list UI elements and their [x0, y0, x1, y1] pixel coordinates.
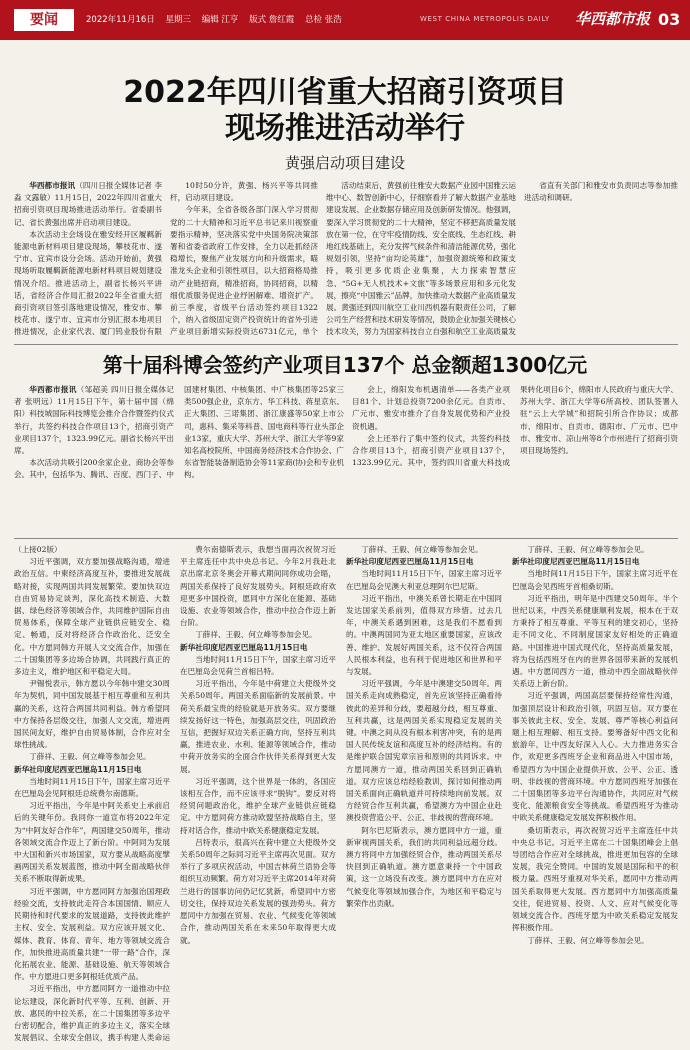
story3-c3-p1: 丁薛祥、王毅、何立峰等参加会见。 — [361, 545, 483, 554]
issue-weekday: 星期三 — [165, 15, 191, 25]
story1-column-3 — [326, 180, 516, 340]
story3-c3-heading: 新华社印度尼西亚巴厘岛11月15日电 — [346, 557, 474, 567]
story3-c2-p5: 习近平强调，这个世界是一体的，各国应该相互合作，而不应该寻求“脱钩”。要反对将经贸问题政治化，维护全球产业链供应链稳定。中方愿同荷方推动欧盟坚持战略自主，坚持对话合作，推动中欧关系健康稳定发展。 — [180, 776, 336, 835]
story1-column-2 — [170, 180, 318, 340]
story1-headline-line2: 现场推进活动举行 — [225, 111, 465, 146]
story3-c2-p6: 吕特表示，很高兴在荷中建立大使级外交关系50周年之际同习近平主席再次见面。双方举行了多项庆祝活动，中国吉林荷兰语协会等组织互动频繁。荷方对习近平主席2014年对荷兰进行的国事访问仍记忆犹新，希望同中方密切交往，保持双边关系发展的强劲势头。荷方愿同中方加强在贸易、农业、气候变化等领域合作，推动两国关系在未来50年取得更大成就。 — [180, 837, 336, 945]
story3-c3-p3: 习近平指出，中澳关系曾长期走在中国同发达国家关系前列，值得双方珍惜。过去几年，中澳关系遇到困难，这是我们不愿看到的。中澳两国同为亚太地区重要国家，应该改善、维护、发展好两国关系，这不仅符合两国人民根本利益，也有利于促进地区和世界和平与发展。 — [346, 593, 502, 677]
story2-paragraph-3: 会上，绵阳发布机遇清单——各类产业项目81个、计划总投资7200余亿元。自贡市、广元市、雅安市推介了自身发展优势和产业投资机遇。 — [352, 385, 510, 431]
page-number: 03 — [658, 10, 681, 29]
story3-c4-p6: 丁薛祥、王毅、何立峰等参加会见。 — [527, 935, 649, 945]
story3-c2-p3: 当地时间11月15日下午，国家主席习近平在巴厘岛会见荷兰首相吕特。 — [180, 654, 336, 677]
issue-date: 2022年11月16日 — [86, 15, 155, 25]
editor-credit: 编辑 江亨 — [201, 15, 239, 25]
story3-c4-p3: 习近平指出，明年是中西建交50周年。半个世纪以来，中西关系健康顺利发展，根本在于双方秉持了相互尊重、平等互利的建交初心，坚持走不同文化、不同制度国家友好相处的正确道路。中国推进中国式现代化，坚持高质量发展，将为包括西班牙在内的世界各国带来新的发展机遇。中方愿同西方一道，推动中西全面战略伙伴关系迈上新台阶。 — [512, 593, 678, 689]
story3-c4-heading: 新华社印度尼西亚巴厘岛11月15日电 — [512, 557, 640, 567]
proof-credit: 总检 张浩 — [305, 15, 342, 25]
story1-paragraph-3: 10时50分许，黄强、杨兴平等共同推杆，启动项目建设。 — [170, 181, 318, 203]
story1-headline-line1: 2022年四川省重大招商引资项目 — [123, 75, 567, 110]
english-watermark: WEST CHINA METROPOLIS DAILY — [420, 15, 550, 23]
story3-c2-p2: 丁薛祥、王毅、何立峰等参加会见。 — [195, 630, 317, 640]
story3-c1-p1: 习近平强调，双方要加强战略沟通，增进政治互信。中柬经济高度互补，要推进发展战略对接，实现两国共同发展繁荣。要加快双边自由贸易协定谈判，深化高技术制造、大数据、绿色经济等领域合作，共同维护国际自由贸易体系，保障全球产业链供应链安全、稳定、畅通，反对将经济合作政治化、泛安全化。中方愿同韩方开展人文交流合作，加强在二十国集团等多边场合协调，共同践行真正的多边主义，维护地区和平稳定大局。 — [14, 557, 170, 677]
story3-column-1 — [14, 544, 170, 1044]
story3-c1-p5: 习近平指出，今年是中阿关系史上承前启后的关键年份。我同你一道宣布将2022年定为“中阿友好合作年”，两国建交50周年，推动各领域交流合作迈上了新台阶。中阿同为发展中大国和新兴市场国家，双方要从战略高度擘画两国关系发展蓝图，推动中阿全面战略伙伴关系不断取得新成果。 — [14, 801, 170, 884]
story3-c2-p4: 习近平指出，今年是中荷建立大使级外交关系50周年。两国关系面临新的发展前景。中荷关系最宝贵的经验就是开放务实。双方要继续发扬好这一特色，加强高层交往，巩固政治互信，把握好双边关系正确方向，坚持互利共赢，推进农业、水利、能源等领域合作，推动中荷开放务实的全面合作伙伴关系得到更大发展。 — [180, 679, 336, 774]
story3-c4-p4: 习近平强调，两国高层要保持经常性沟通，加强顶层设计和政治引领，巩固互信。双方要在事关彼此主权、安全、发展、尊严等核心利益问题上相互理解、相互支持。要筹备好中西文化和旅游年，让中西友好深入人心。大力推进务实合作，欢迎更多西班牙企业和商品进入中国市场，希望西方为中国企业提供开放、公平、公正、透明、非歧视的营商环境。中方愿同西班牙加强在二十国集团等多边平台沟通协作，共同应对气候变化、能源粮食安全等挑战。希望西班牙为推动中欧关系健康稳定发展发挥积极作用。 — [512, 691, 678, 823]
story3-c1-p2: 尹锡悦表示，韩方愿以今年韩中建交30周年为契机，同中国发展基于相互尊重和互利共赢的关系，这符合两国共同利益。韩方希望同中方保持各层级交往，加强人文交流，增进两国民间友好，维护自由贸易体制，合作应对全球性挑战。 — [14, 679, 170, 750]
story2-headline: 第十届科博会签约产业项目137个 总金额超1300亿元 — [102, 353, 588, 377]
section-label: 要闻 — [14, 9, 74, 31]
story1-paragraph-4: 今年来，全省各级各部门深入学习贯彻党的二十大精神和习近平总书记来川视察重要指示精神，坚决落实党中央国务院决策部署和省委省政府工作安排，全力以赴抓经济稳增长，聚焦产业发展方向和升级需求，瞄准龙头企业和引领性项目，以大招商格局推动产业链招商，精准招商，协同招商，以精细优质服务促进企业纾困解难、增资扩产。前三季度，省级平台活动签约项目1322个，纳入省级固定资产投资统计的省外引进产业项目新增实际投资达6731亿元，单个 — [170, 205, 318, 337]
story2-paragraph-4: 会上还举行了集中签约仪式，共签约科技合作项目13个，招商引资产业项目137个，1323.99亿元。其中，签约四川省重大科技成果转化项目6个，绵阳市人民政府与重庆大学、苏州大学、浙江大学等6所高校、团队签署入驻“云上大学城”和招院引所合作协议；成都市、绵阳市、自贡市、德阳市、广元市、巴中市、雅安市、凉山州等8个市州进行了招商引资项目现场签约。 — [352, 385, 678, 468]
story3-column-4 — [512, 544, 678, 1044]
paper-logo: 华西都市报 — [575, 10, 651, 28]
story2-body-left — [14, 384, 344, 534]
story3-c3-p4: 习近平强调，今年是中澳建交50周年。两国关系走向成熟稳定，首先应该坚持正确看待彼此的差异和分歧，要超越分歧，相互尊重、互利共赢，这是两国关系实现稳定发展的关键。中澳之间从没有根本利害冲突，有的是两国人民传统友谊和高度互补的经济结构。有的是维护联合国宪章宗旨和原则的共同诉求。中方愿同澳方一道，推动两国关系回到正确轨道。双方应该总结经验教训，探讨如何推动两国关系面向正确轨道并可持续地向前发展。双方经贸合作互利共赢，希望澳方为中国企业赴澳投资营造公平、公正、非歧视的营商环境。 — [346, 679, 502, 823]
story3-c1-p6: 习近平强调，中方愿同阿方加强治国理政经验交流，支持彼此走符合本国国情、顺应人民期待和时代要求的发展道路，支持彼此维护主权、安全、发展利益。双方应该开展文化、媒体、教育、体育、青年、地方等领域交流合作，加快推进高质量共建“一带一路”合作，深化拓展农业、能源、基础设施、航天等领域合作。中方愿进口更多阿根廷优质产品。 — [14, 886, 170, 982]
story3-jump-line: （上接02版） — [14, 545, 62, 554]
story3-c2-p1: 费尔南德斯表示，我想当面再次祝贺习近平主席连任中共中央总书记。今年2月我赴北京出席北京冬奥会开幕式期间同你成功会晤，两国关系保持了良好发展势头。阿根廷政府欢迎更多中国投资，愿同中方深化在能源、基础设施、农业等领域合作，推动中拉合作迈上新台阶。 — [180, 545, 336, 628]
story2-byline: （邹超美 四川日报全媒体记者 张明远） — [14, 385, 174, 407]
story3-c1-p7: 习近平指出，中方愿同阿方一道推动中拉论坛建设，深化新时代平等、互利、创新、开放、惠民的中拉关系，在二十国集团等多边平台密切配合，维护真正的多边主义，落实全球发展倡议、全球安全倡议，携手构建人类命运 — [14, 984, 170, 1043]
story2-lead: 11月15日下午，第十届中国（绵阳）科技城国际科技博览会推介合作暨签约仪式举行，共签约科技合作项目13个，招商引资产业项目137个，1323.99亿元。副省长杨兴平出席。 — [14, 397, 174, 456]
story2-body-right — [352, 384, 678, 534]
story1-paragraph-6: 省直有关部门和雅安市负责同志等参加推进活动和调研。 — [524, 181, 678, 203]
story1-column-4 — [524, 180, 678, 340]
story1-byline: （四川日报全媒体记者 李淼 文露敏） — [14, 181, 162, 203]
layout-credit: 版式 詹红霞 — [249, 15, 295, 25]
story1-paragraph-2: 本次活动主会场设在雅安经开区履羁新能源电新材料项目建设现场，攀枝花市、遂宁市、宜宾市设分会场。活动开始前，黄强现场听取履羁新能源电新材料项目规划建设情况介绍。推进活动上，副省长杨兴平讲话，省经济合作局汇报2022年全省重大招商引资项目签引落地建设情况，雅安市、攀枝花市、遂宁市、宜宾市分别汇报本地项目推进情况，企业家代表、厦门钨业股份有限 — [14, 229, 162, 337]
story3-c4-p5: 桑切斯表示，再次祝贺习近平主席连任中共中央总书记。习近平主席在二十国集团峰会上倡导团结合作应对全球挑战，推进更加包容的全球发展，我完全赞同。中国的发展是国际和平的积极力量。西班牙重视对华关系，愿同中方推动两国关系取得更大发展。西方愿同中方加强高质量交往，促进贸易、投资、人文、应对气候变化等领域交流合作。西班牙愿为中欧关系稳定发展发挥积极作用。 — [512, 825, 678, 933]
divider-1 — [14, 344, 678, 345]
story1-column-1 — [14, 180, 162, 340]
story1-paragraph-5: 活动结束后，黄强前往雅安大数据产业园中国雅云运维中心、数智创新中心，仔细察看并了解大数据产业基地建设发展、企业数据存储应用及创新研发情况。他强调，要深入学习贯彻党的二十大精神，坚定不移把高质量发展放在第一位，在守牢疫情防线、安全底线、生态红线、耕地红线基础上，充分发挥气候条件和清洁能源优势，强化规划引领，坚持“亩均论英雄”，加强资源统筹和政策支持，吸引更多优质企业集聚，大力探索智慧应急、“5G+无人机技术+文旅”等多场景应用和多元化发展，擦亮“中国雅云”品牌，加快推动大数据产业高质量发展。黄强还到四川航空工业川西机器有限责任公司，了解公司生产经营和技术研发等情况，鼓励企业加强关键核心技术攻关，努力为国家科技自立自强和航空工业高质量发 — [326, 181, 516, 337]
story1-lead: 11月15日，2022年四川省重大招商引资项目现场推进活动举行。省委副书记、省长黄强出席并启动项目建设。 — [14, 193, 162, 227]
story2-dateline: 华西都市报讯 — [29, 385, 77, 394]
story1-subhead: 黄强启动项目建设 — [284, 154, 405, 172]
story3-c3-p2: 当地时间11月15日下午，国家主席习近平在巴厘岛会见澳大利亚总理阿尔巴尼斯。 — [346, 569, 502, 591]
story2-paragraph-2: 本次活动共吸引200余家企业、商协会等参会。其中，包括华为、腾讯、百度、西门子、中国建材集团、中核集团、中广核集团等25家三类500强企业，京东方、华工科技、蒋星京东、正大集团、三诺集团、浙江康盛等50家上市公司，惠科、集采等科普、国电商科等行业头部企业13家，重庆大学、苏州大学、浙江大学等9家知名高校院所、中国商务经济技术合作协会、广东省智能装备制造协会等11家商(协)会和专业机构。 — [14, 385, 344, 480]
issue-meta — [86, 13, 350, 25]
story3-c4-p1: 丁薛祥、王毅、何立峰等参加会见。 — [527, 545, 649, 554]
divider-2 — [14, 538, 678, 539]
story3-c1-heading: 新华社印度尼西亚巴厘岛11月15日电 — [14, 764, 142, 774]
story3-column-3 — [346, 544, 502, 1044]
story3-c1-p3: 丁薛祥、王毅、何立峰等参加会见。 — [29, 752, 151, 762]
story1-dateline: 华西都市报讯 — [29, 181, 76, 190]
story3-c1-p4: 当地时间11月15日下午，国家主席习近平在巴厘岛会见阿根廷总统费尔南德斯。 — [14, 776, 170, 799]
story3-c2-heading: 新华社印度尼西亚巴厘岛11月15日电 — [180, 642, 308, 652]
story3-c4-p2: 当地时间11月15日下午，国家主席习近平在巴厘岛会见西班牙首相桑切斯。 — [512, 569, 678, 591]
story3-column-2 — [180, 544, 336, 1044]
story3-c3-p5: 阿尔巴尼斯表示，澳方愿同中方一道，重新审视两国关系，我们的共同利益远超分歧。澳方将同中方加强经贸合作，推动两国关系尽快回到正确轨道。澳方愿意秉持一个中国政策，这一立场没有改变。澳方愿同中方在应对气候变化等领域加强合作，为地区和平稳定与繁荣作出贡献。 — [346, 825, 502, 908]
masthead — [0, 0, 690, 40]
